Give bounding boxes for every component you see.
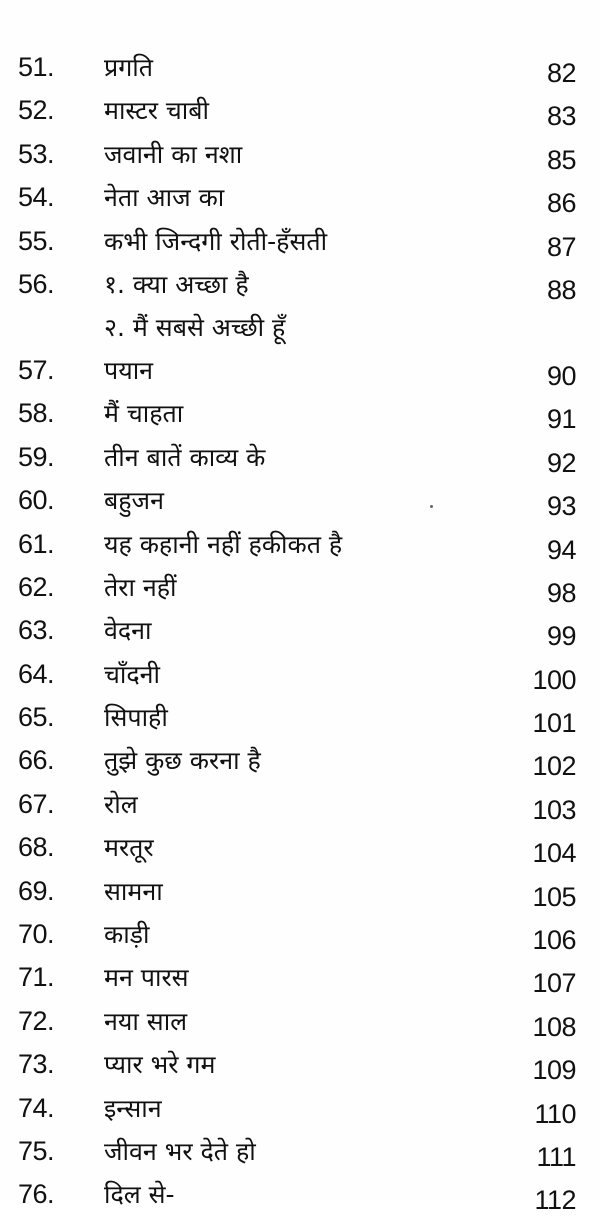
entry-page-number: 111 [536,1141,576,1172]
entry-page-number: 102 [532,751,576,782]
entry-number: 69. [18,875,55,906]
toc-entry [0,436,600,479]
entry-number: 76. [18,1179,55,1210]
table-of-contents [0,46,600,1217]
entry-page-number: 83 [546,101,576,132]
entry-title: कभी जिन्दगी रोती-हँसती [104,226,328,256]
entry-title: तेरा नहीं [104,572,177,602]
entry-number: 70. [18,919,55,950]
toc-entry [0,653,600,696]
toc-entry [0,609,600,652]
toc-entry [0,392,600,435]
entry-number: 66. [18,745,55,776]
toc-entry [0,956,600,999]
entry-title: काड़ी [104,920,150,950]
entry-number: 57. [18,354,55,385]
entry-number: 60. [18,485,55,516]
entry-page-number: 93 [546,491,576,522]
toc-entry [0,1000,600,1043]
entry-title-second-line: २. मैं सबसे अच्छी हूँ [104,312,286,342]
entry-page-number: 101 [532,708,576,739]
entry-number: 73. [18,1049,55,1080]
entry-number: 74. [18,1092,55,1123]
entry-page-number: 92 [546,447,576,478]
toc-entry [0,739,600,782]
entry-title: तुझे कुछ करना है [104,746,261,776]
toc-entry [0,220,600,263]
entry-title: सिपाही [104,703,168,733]
entry-title: इन्सान [104,1093,162,1123]
entry-number: 54. [18,182,55,213]
entry-title: सामना [104,876,163,906]
entry-number: 58. [18,398,55,429]
toc-entry [0,89,600,132]
entry-title: जवानी का नशा [104,139,243,169]
toc-entry [0,696,600,739]
entry-title: १. क्या अच्छा है [104,269,249,299]
entry-title: नया साल [104,1006,188,1036]
entry-number: 67. [18,788,55,819]
toc-entry [0,826,600,869]
toc-entry [0,46,600,89]
entry-page-number: 107 [532,968,576,999]
entry-title: यह कहानी नहीं हकीकत है [104,529,343,559]
entry-title: वेदना [104,616,152,646]
entry-number: 71. [18,962,55,993]
entry-number: 51. [18,52,55,82]
entry-title: पयान [104,355,154,385]
toc-entry [0,1173,600,1216]
toc-entry [0,523,600,566]
entry-number: 72. [18,1005,55,1036]
entry-number: 55. [18,225,55,256]
entry-title: मन पारस [104,963,189,993]
toc-entry [0,566,600,609]
entry-page-number: 104 [532,838,576,869]
entry-page-number: 110 [534,1098,576,1129]
entry-title: मैं चाहता [104,399,184,429]
toc-entry [0,479,600,522]
entry-number: 52. [18,95,55,126]
entry-title: रोल [104,789,138,819]
toc-entry [0,349,600,392]
entry-page-number: 85 [546,144,576,175]
toc-entry [0,1130,600,1173]
toc-entry [0,1043,600,1086]
toc-entry [0,176,600,219]
entry-title: बहुजन [104,486,164,516]
entry-page-number: 106 [532,925,576,956]
entry-number: 53. [18,138,55,169]
toc-entry [0,870,600,913]
entry-page-number: 100 [532,664,576,695]
entry-title: मरतूर [104,833,154,863]
entry-number: 64. [18,658,55,689]
entry-page-number: 99 [546,621,576,652]
entry-title: जीवन भर देते हो [104,1136,256,1166]
entry-page-number: 87 [546,231,576,262]
entry-page-number: 108 [532,1011,576,1042]
entry-title: तीन बातें काव्य के [104,442,266,472]
entry-page-number: 105 [532,881,576,912]
entry-number: 65. [18,702,55,733]
entry-page-number: 98 [546,577,576,608]
entry-page-number: 112 [534,1185,576,1216]
entry-page-number: 82 [546,58,576,88]
entry-title: नेता आज का [104,183,225,213]
entry-number: 68. [18,832,55,863]
paper-speck [430,505,433,508]
entry-number: 61. [18,528,55,559]
entry-number: 62. [18,571,55,602]
entry-number: 59. [18,441,55,472]
entry-page-number: 103 [532,794,576,825]
entry-page-number: 94 [546,534,576,565]
toc-entry [0,913,600,956]
toc-entry [0,783,600,826]
toc-entry [0,1087,600,1130]
entry-title: दिल से- [104,1180,175,1210]
entry-page-number: 86 [546,188,576,219]
toc-entry [0,133,600,176]
entry-page-number: 91 [546,404,576,435]
toc-entry [0,263,600,349]
entry-page-number: 90 [546,360,576,391]
entry-number: 63. [18,615,55,646]
entry-title: मास्टर चाबी [104,96,210,126]
entry-title: प्रगति [104,53,154,82]
entry-page-number: 88 [546,274,576,305]
entry-title: प्यार भरे गम [104,1050,216,1080]
entry-title: चाँदनी [104,659,160,689]
entry-page-number: 109 [532,1055,576,1086]
entry-number: 56. [18,268,55,299]
entry-number: 75. [18,1135,55,1166]
